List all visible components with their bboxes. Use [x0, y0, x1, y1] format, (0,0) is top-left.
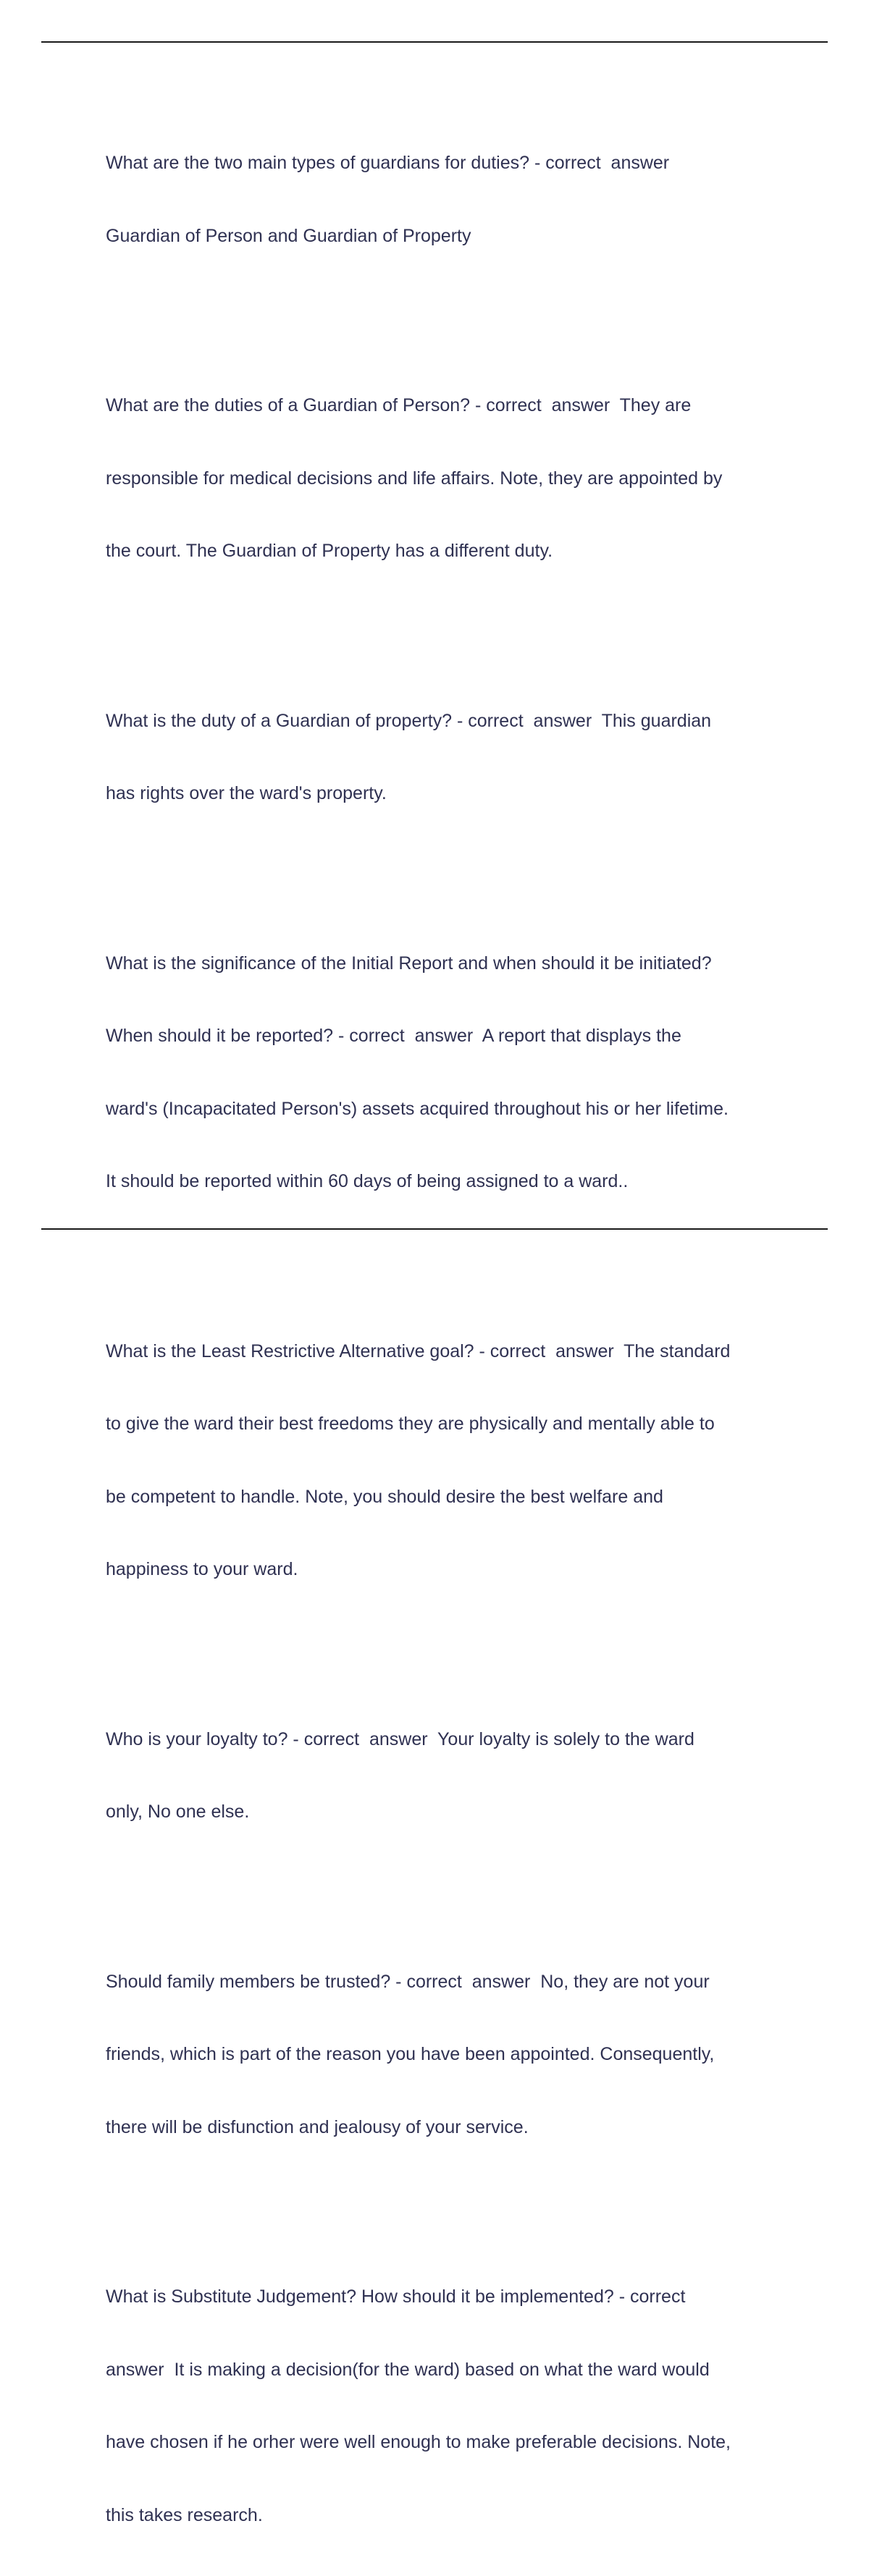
qa-line: responsible for medical decisions and life affairs. Note, they are appointed by [106, 468, 723, 489]
qa-line: to give the ward their best freedoms they are physically and mentally able to [106, 1414, 715, 1434]
qa-line: What are the duties of a Guardian of Person? - correct answer They are [106, 395, 692, 415]
qa-line: happiness to your ward. [106, 1559, 298, 1579]
qa-item-5 [106, 1291, 794, 1631]
qa-line: ward's (Incapacitated Person's) assets acquired throughout his or her lifetime. [106, 1098, 729, 1119]
qa-item-8 [106, 2237, 794, 2576]
qa-item-6 [106, 1679, 794, 1873]
qa-line: there will be disfunction and jealousy of your service. [106, 2116, 529, 2137]
qa-line: When should it be reported? - correct answer A report that displays the [106, 1026, 681, 1046]
qa-line: only, No one else. [106, 1802, 250, 1822]
qa-line: answer It is making a decision(for the ward) based on what the ward would [106, 2359, 710, 2380]
qa-line: Who is your loyalty to? - correct answer Your loyalty is solely to the ward [106, 1728, 694, 1749]
qa-item-1 [106, 103, 794, 297]
qa-line: Should family members be trusted? - correct answer No, they are not your [106, 1971, 710, 1992]
qa-line: has rights over the ward's property. [106, 783, 387, 803]
qa-line: What is the duty of a Guardian of property? - correct answer This guardian [106, 710, 712, 731]
qa-line: this takes research. [106, 2504, 263, 2525]
qa-line: have chosen if he orher were well enough to make preferable decisions. Note, [106, 2432, 731, 2452]
qa-item-7 [106, 1922, 794, 2189]
top-rule [41, 41, 828, 43]
qa-line: What are the two main types of guardians for duties? - correct answer [106, 153, 670, 173]
qa-line: Guardian of Person and Guardian of Property [106, 225, 471, 246]
qa-line: What is Substitute Judgement? How should it be implemented? - correct [106, 2286, 686, 2307]
qa-line: What is the Least Restrictive Alternative goal? - correct answer The standard [106, 1340, 731, 1361]
qa-item-3 [106, 661, 794, 855]
qa-item-2 [106, 345, 794, 612]
qa-line: It should be reported within 60 days of being assigned to a ward.. [106, 1171, 629, 1191]
qa-line: be competent to handle. Note, you should desire the best welfare and [106, 1486, 663, 1507]
qa-item-4 [106, 903, 794, 1243]
qa-line: What is the significance of the Initial Report and when should it be initiated? [106, 953, 712, 974]
qa-line: friends, which is part of the reason you have been appointed. Consequently, [106, 2044, 715, 2064]
qa-line: the court. The Guardian of Property has a different duty. [106, 541, 553, 561]
document-body [106, 103, 794, 2576]
bottom-rule [41, 1228, 828, 1230]
